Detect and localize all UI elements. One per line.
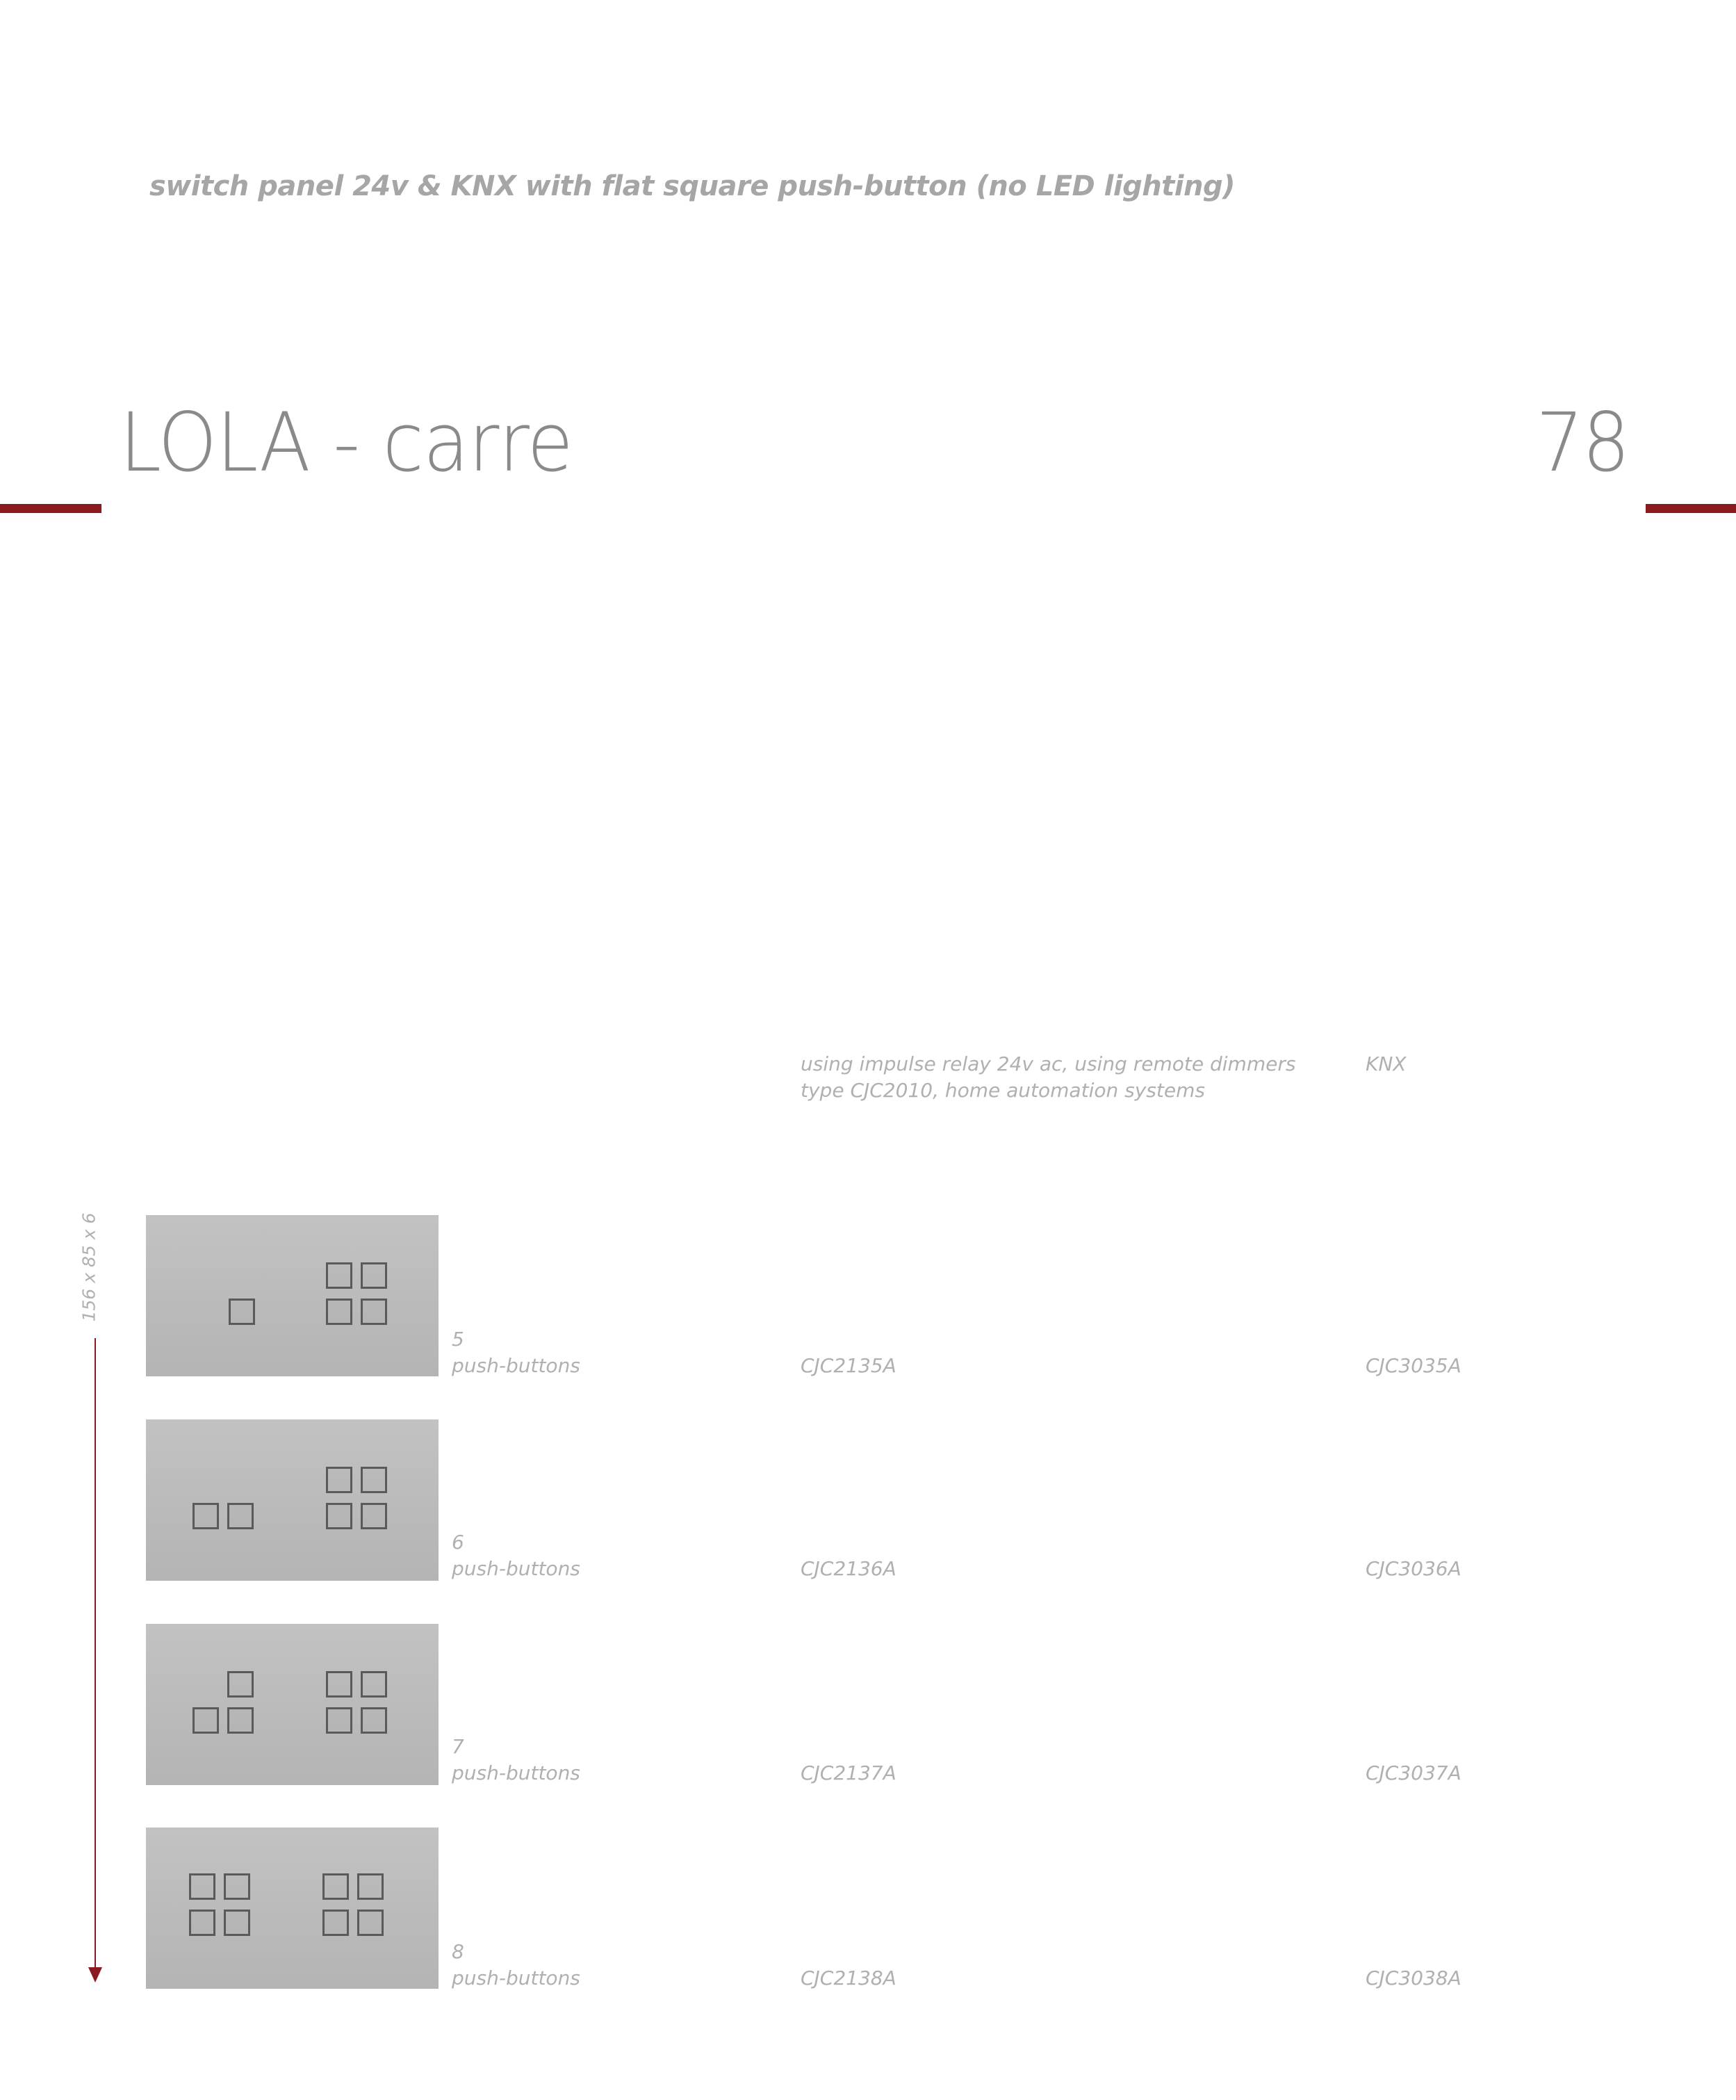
- count-number: 7: [452, 1735, 464, 1758]
- dimension-line: [95, 1338, 96, 1967]
- dimension-label-text: 156 x 85 x 6: [79, 1212, 99, 1322]
- push-button-count: [452, 1939, 580, 1992]
- accent-rule-right: [1646, 504, 1736, 513]
- push-button-square-icon: [326, 1262, 352, 1289]
- switch-panel-image-5: [146, 1215, 439, 1376]
- push-button-square-icon: [322, 1910, 349, 1936]
- push-button-square-icon: [326, 1671, 352, 1698]
- page-number: 78: [1536, 396, 1629, 490]
- product-code-24v: CJC2135A: [801, 1354, 896, 1377]
- push-button-square-icon: [361, 1467, 387, 1493]
- count-number: 8: [452, 1940, 464, 1963]
- push-button-square-icon: [326, 1503, 352, 1529]
- push-button-square-icon: [193, 1707, 219, 1734]
- push-button-square-icon: [224, 1873, 250, 1900]
- switch-panel-image-6: [146, 1419, 439, 1581]
- accent-rule-left: [0, 504, 101, 513]
- push-button-square-icon: [357, 1873, 384, 1900]
- push-button-square-icon: [361, 1671, 387, 1698]
- dimension-label: [77, 1212, 101, 1322]
- column-header-24v-line1: using impulse relay 24v ac, using remote dimmers: [801, 1052, 1296, 1075]
- push-button-square-icon: [189, 1873, 215, 1900]
- product-code-knx: CJC3036A: [1366, 1557, 1461, 1580]
- push-button-square-icon: [224, 1910, 250, 1936]
- column-header-knx: KNX: [1366, 1052, 1407, 1075]
- push-button-square-icon: [361, 1299, 387, 1325]
- count-unit: push-buttons: [452, 1354, 580, 1377]
- count-unit: push-buttons: [452, 1557, 580, 1580]
- push-button-square-icon: [357, 1910, 384, 1936]
- push-button-count: [452, 1326, 580, 1379]
- count-unit: push-buttons: [452, 1761, 580, 1784]
- push-button-square-icon: [227, 1707, 254, 1734]
- page-title: LOLA - carre: [120, 396, 573, 490]
- product-code-24v: CJC2136A: [801, 1557, 896, 1580]
- dimension-arrow-icon: [88, 1967, 102, 1983]
- count-number: 5: [452, 1328, 464, 1351]
- push-button-square-icon: [193, 1503, 219, 1529]
- push-button-square-icon: [361, 1503, 387, 1529]
- product-code-knx: CJC3038A: [1366, 1967, 1461, 1989]
- column-header-24v-line2: type CJC2010, home automation systems: [801, 1079, 1205, 1102]
- column-header-24v: [801, 1051, 1301, 1104]
- push-button-square-icon: [326, 1707, 352, 1734]
- switch-panel-image-7: [146, 1624, 439, 1785]
- push-button-square-icon: [227, 1671, 254, 1698]
- push-button-square-icon: [227, 1503, 254, 1529]
- push-button-square-icon: [326, 1467, 352, 1493]
- push-button-count: [452, 1734, 580, 1786]
- product-code-knx: CJC3037A: [1366, 1761, 1461, 1784]
- count-unit: push-buttons: [452, 1967, 580, 1989]
- product-code-knx: CJC3035A: [1366, 1354, 1461, 1377]
- count-number: 6: [452, 1531, 464, 1554]
- push-button-square-icon: [229, 1299, 255, 1325]
- push-button-count: [452, 1529, 580, 1582]
- push-button-square-icon: [326, 1299, 352, 1325]
- push-button-square-icon: [189, 1910, 215, 1936]
- product-code-24v: CJC2138A: [801, 1967, 896, 1989]
- push-button-square-icon: [322, 1873, 349, 1900]
- switch-panel-image-8: [146, 1828, 439, 1989]
- push-button-square-icon: [361, 1707, 387, 1734]
- push-button-square-icon: [361, 1262, 387, 1289]
- product-code-24v: CJC2137A: [801, 1761, 896, 1784]
- page-subtitle: switch panel 24v & KNX with flat square push-button (no LED lighting): [149, 170, 1235, 202]
